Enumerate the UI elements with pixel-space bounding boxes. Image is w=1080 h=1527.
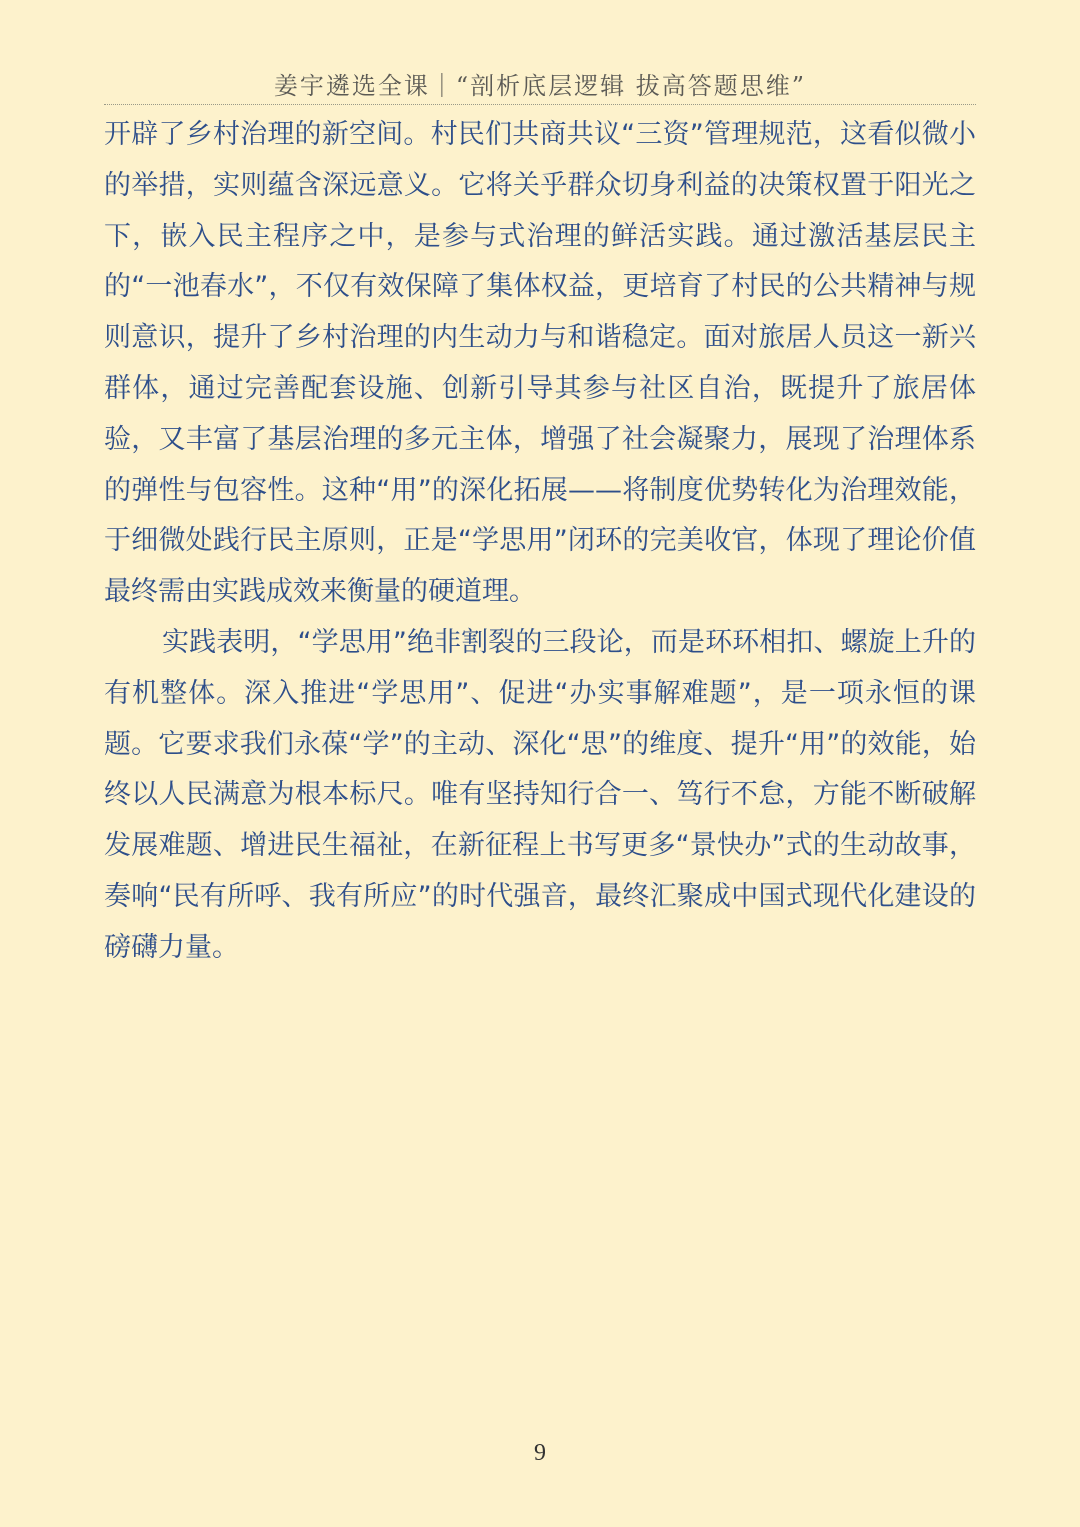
paragraph-conclusion: 实践表明，“学思用”绝非割裂的三段论，而是环环相扣、螺旋上升的有机整体。深入推进“学思用”、促进“办实事解难题”，是一项永恒的课题。它要求我们永葆“学”的主动、深化“思”的维度、提升“用”的效能，始终以人民满意为根本标尺。唯有坚持知行合一、笃行不怠，方能不断破解发展难题、增进民生福祉，在新征程上书写更多“景快办”式的生动故事，奏响“民有所呼、我有所应”的时代强音，最终汇聚成中国式现代化建设的磅礴力量。: [104, 626, 976, 963]
page-header: [104, 60, 976, 105]
header-title: 姜宇遴选全课｜“剖析底层逻辑 拔高答题思维”: [273, 72, 807, 100]
paragraph-continuation: 开辟了乡村治理的新空间。村民们共商共议“三资”管理规范，这看似微小的举措，实则蕴含深远意义。它将关乎群众切身利益的决策权置于阳光之下，嵌入民主程序之中，是参与式治理的鲜活实践。通过激活基层民主的“一池春水”，不仅有效保障了集体权益，更培育了村民的公共精神与规则意识，提升了乡村治理的内生动力与和谐稳定。面对旅居人员这一新兴群体，通过完善配套设施、创新引导其参与社区自治，既提升了旅居体验，又丰富了基层治理的多元主体，增强了社会凝聚力，展现了治理体系的弹性与包容性。这种“用”的深化拓展——将制度优势转化为治理效能，于细微处践行民主原则，正是“学思用”闭环的完美收官，体现了理论价值最终需由实践成效来衡量的硬道理。: [104, 119, 976, 608]
page-number: 9: [534, 1440, 546, 1466]
document-body: [104, 110, 976, 974]
